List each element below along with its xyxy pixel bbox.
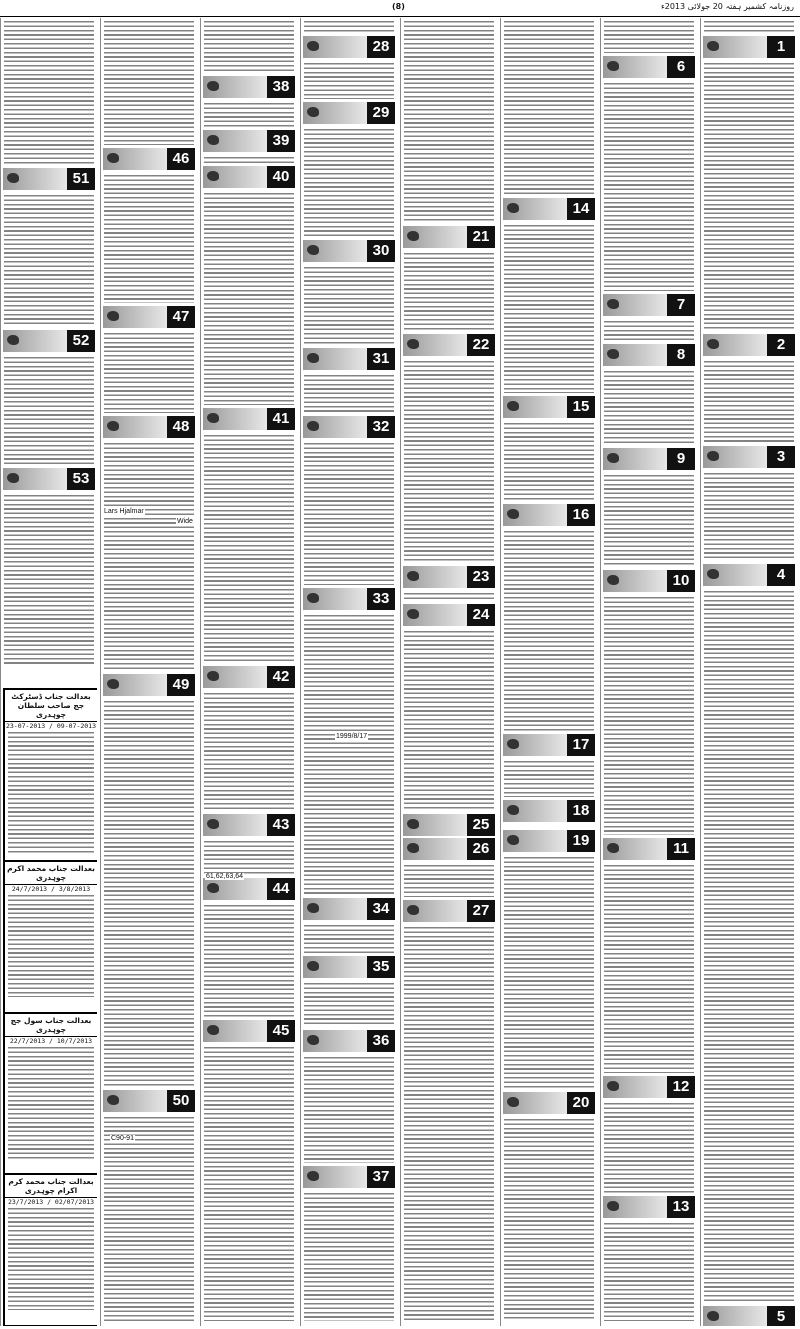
dove-icon	[7, 335, 19, 345]
dove-icon	[407, 843, 419, 853]
court-notice-title: بعدالت جناب ڈسٹرکٹ جج صاحب سلطان چوہدری	[5, 690, 97, 722]
article-text	[504, 21, 594, 195]
notice-header	[503, 830, 595, 852]
inline-latin-name: Lars Hjalmar	[104, 508, 144, 515]
article-text	[104, 333, 194, 413]
inline-latin-word: Wide	[177, 518, 193, 525]
dove-icon	[507, 1097, 519, 1107]
article-text	[704, 21, 794, 33]
article-text	[304, 63, 394, 99]
dove-icon	[707, 339, 719, 349]
article-text	[404, 361, 494, 563]
dove-icon	[607, 843, 619, 853]
notice-number: 30	[367, 240, 395, 262]
column-7	[100, 18, 197, 1326]
inline-numbers: 61,62,63,64	[206, 873, 243, 880]
dove-icon	[407, 905, 419, 915]
notice-header	[303, 36, 395, 58]
dove-icon	[307, 353, 319, 363]
court-notice-box	[3, 1012, 97, 1176]
court-notice-dates: 09-07-2013 / 23-07-2013	[5, 722, 97, 730]
article-text	[204, 905, 294, 1017]
inline-code: C90-91	[111, 1135, 134, 1142]
article-text	[204, 193, 294, 405]
dove-icon	[307, 41, 319, 51]
notice-number: 36	[367, 1030, 395, 1052]
dove-icon	[107, 421, 119, 431]
notice-number: 42	[267, 666, 295, 688]
article-text	[304, 925, 394, 953]
notice-number: 8	[667, 344, 695, 366]
notice-header	[703, 446, 795, 468]
notice-header	[3, 330, 95, 352]
article-text	[704, 361, 794, 443]
column-3	[500, 18, 597, 1326]
notice-header	[503, 800, 595, 822]
court-notice-text	[8, 1047, 94, 1159]
article-text	[204, 693, 294, 811]
dove-icon	[307, 245, 319, 255]
article-text	[204, 841, 294, 875]
dove-icon	[307, 421, 319, 431]
notice-header	[703, 1306, 795, 1326]
notice-number: 4	[767, 564, 795, 586]
notice-number: 35	[367, 956, 395, 978]
notice-number: 52	[67, 330, 95, 352]
dove-icon	[107, 679, 119, 689]
article-text	[4, 357, 94, 465]
column-5	[300, 18, 397, 1326]
article-text	[604, 1223, 694, 1321]
notice-header	[603, 56, 695, 78]
notice-header	[203, 814, 295, 836]
notice-header	[603, 1076, 695, 1098]
article-text	[304, 1193, 394, 1321]
court-notice-box	[3, 860, 97, 1014]
notice-header	[203, 166, 295, 188]
notice-header	[303, 348, 395, 370]
notice-number: 48	[167, 416, 195, 438]
notice-header	[103, 674, 195, 696]
court-notice-box	[3, 1173, 97, 1326]
notice-header	[303, 588, 395, 610]
notice-number: 47	[167, 306, 195, 328]
notice-header	[603, 1196, 695, 1218]
article-text	[404, 865, 494, 897]
masthead	[0, 0, 800, 17]
notice-number: 43	[267, 814, 295, 836]
dove-icon	[507, 835, 519, 845]
article-text	[4, 21, 94, 165]
notice-header	[503, 396, 595, 418]
dove-icon	[307, 1171, 319, 1181]
notice-header	[603, 448, 695, 470]
dove-icon	[607, 299, 619, 309]
court-notice-dates: 3/8/2013 / 24/7/2013	[11, 885, 91, 893]
article-text	[304, 129, 394, 237]
article-text	[4, 495, 94, 665]
notice-header	[603, 344, 695, 366]
dove-icon	[207, 413, 219, 423]
article-text	[504, 1119, 594, 1321]
dove-icon	[107, 153, 119, 163]
court-notice-title: بعدالت جناب محمد کرم اکرام چوہدری	[5, 1175, 97, 1198]
notice-number: 40	[267, 166, 295, 188]
court-notice-title: بعدالت جناب سول جج چوہدری	[5, 1014, 97, 1037]
article-text	[704, 591, 794, 1303]
notice-number: 51	[67, 168, 95, 190]
notice-number: 29	[367, 102, 395, 124]
dove-icon	[207, 883, 219, 893]
notice-header	[403, 838, 495, 860]
court-notice-text	[8, 1208, 94, 1310]
notice-number: 3	[767, 446, 795, 468]
notice-header	[103, 416, 195, 438]
dove-icon	[7, 473, 19, 483]
notice-header	[603, 838, 695, 860]
notice-header	[303, 898, 395, 920]
notice-header	[403, 604, 495, 626]
issue-date: روزنامہ کشمیر ہفتہ 20 جولائی 2013ء	[660, 2, 794, 11]
court-notice-dates: 10/7/2013 / 22/7/2013	[9, 1037, 93, 1045]
notice-header	[303, 416, 395, 438]
dove-icon	[607, 1201, 619, 1211]
notice-number: 38	[267, 76, 295, 98]
notice-number: 18	[567, 800, 595, 822]
inline-date: 1999/8/17	[336, 733, 368, 740]
notice-number: 33	[367, 588, 395, 610]
article-text	[104, 21, 194, 145]
dove-icon	[607, 349, 619, 359]
dove-icon	[307, 961, 319, 971]
notice-number: 17	[567, 734, 595, 756]
dove-icon	[407, 339, 419, 349]
column-4	[400, 18, 497, 1326]
dove-icon	[307, 1035, 319, 1045]
column-2	[600, 18, 697, 1326]
notice-number: 6	[667, 56, 695, 78]
column-1	[700, 18, 797, 1326]
notice-header	[603, 294, 695, 316]
notice-number: 22	[467, 334, 495, 356]
court-notice-title: بعدالت جناب محمد اکرم چوہدری	[5, 862, 97, 885]
notice-number: 53	[67, 468, 95, 490]
notice-header	[403, 334, 495, 356]
article-text	[304, 443, 394, 585]
dove-icon	[607, 575, 619, 585]
notice-header	[203, 666, 295, 688]
dove-icon	[207, 81, 219, 91]
court-notice-text	[8, 732, 94, 854]
article-text	[504, 857, 594, 1089]
dove-icon	[207, 135, 219, 145]
notice-number: 44	[267, 878, 295, 900]
notice-number: 5	[767, 1306, 795, 1326]
notice-header	[3, 468, 95, 490]
notice-number: 15	[567, 396, 595, 418]
article-text	[504, 531, 594, 731]
notice-header	[703, 334, 795, 356]
notice-header	[203, 1020, 295, 1042]
article-text	[504, 423, 594, 501]
notice-number: 11	[667, 838, 695, 860]
notice-header	[503, 734, 595, 756]
notice-header	[203, 408, 295, 430]
notice-number: 20	[567, 1092, 595, 1114]
notice-number: 7	[667, 294, 695, 316]
notice-number: 34	[367, 898, 395, 920]
column-6	[200, 18, 297, 1326]
notice-number: 27	[467, 900, 495, 922]
notice-number: 50	[167, 1090, 195, 1112]
notice-header	[403, 814, 495, 836]
dove-icon	[707, 569, 719, 579]
article-text	[604, 21, 694, 53]
dove-icon	[507, 739, 519, 749]
article-text	[604, 865, 694, 1073]
article-text	[104, 1117, 194, 1321]
dove-icon	[707, 1311, 719, 1321]
notice-header	[403, 226, 495, 248]
notice-number: 25	[467, 814, 495, 836]
dove-icon	[607, 453, 619, 463]
article-text	[304, 267, 394, 345]
notice-header	[403, 900, 495, 922]
article-text	[204, 21, 294, 73]
dove-icon	[107, 1095, 119, 1105]
court-notice-dates: 02/07/2013 / 23/7/2013	[7, 1198, 95, 1206]
article-text	[404, 253, 494, 331]
article-text	[204, 1047, 294, 1321]
notice-number: 37	[367, 1166, 395, 1188]
dove-icon	[307, 903, 319, 913]
notice-header	[503, 198, 595, 220]
article-text	[604, 83, 694, 291]
article-text	[104, 175, 194, 303]
notice-number: 41	[267, 408, 295, 430]
notice-header	[303, 956, 395, 978]
notice-header	[103, 1090, 195, 1112]
notice-number: 10	[667, 570, 695, 592]
notice-number: 32	[367, 416, 395, 438]
notice-header	[203, 878, 295, 900]
article-text	[204, 103, 294, 127]
notice-header	[303, 102, 395, 124]
article-text	[4, 195, 94, 327]
notice-header	[403, 566, 495, 588]
article-text	[204, 435, 294, 663]
notice-header	[203, 130, 295, 152]
notice-header	[303, 240, 395, 262]
notice-header	[303, 1166, 395, 1188]
notice-number: 13	[667, 1196, 695, 1218]
article-text	[704, 63, 794, 331]
notice-number: 23	[467, 566, 495, 588]
notice-number: 46	[167, 148, 195, 170]
article-text	[504, 761, 594, 797]
article-text	[604, 475, 694, 567]
notice-number: 28	[367, 36, 395, 58]
notice-number: 2	[767, 334, 795, 356]
notice-header	[603, 570, 695, 592]
dove-icon	[507, 401, 519, 411]
page-number: (8)	[392, 2, 405, 11]
notice-header	[703, 564, 795, 586]
dove-icon	[407, 609, 419, 619]
notice-number: 26	[467, 838, 495, 860]
dove-icon	[207, 819, 219, 829]
dove-icon	[207, 671, 219, 681]
notice-number: 9	[667, 448, 695, 470]
dove-icon	[507, 805, 519, 815]
notice-header	[503, 504, 595, 526]
notice-header	[103, 306, 195, 328]
article-text	[504, 225, 594, 393]
dove-icon	[207, 1025, 219, 1035]
dove-icon	[307, 107, 319, 117]
dove-icon	[407, 571, 419, 581]
article-text	[104, 443, 194, 671]
article-text	[204, 157, 294, 163]
notice-header	[103, 148, 195, 170]
dove-icon	[507, 509, 519, 519]
notice-number: 21	[467, 226, 495, 248]
dove-icon	[307, 593, 319, 603]
notice-header	[3, 168, 95, 190]
article-text	[404, 631, 494, 811]
dove-icon	[107, 311, 119, 321]
notice-number: 24	[467, 604, 495, 626]
article-text	[604, 371, 694, 445]
article-text	[304, 375, 394, 413]
notice-number: 1	[767, 36, 795, 58]
article-text	[304, 983, 394, 1027]
notice-number: 16	[567, 504, 595, 526]
dove-icon	[607, 61, 619, 71]
dove-icon	[7, 173, 19, 183]
notice-number: 39	[267, 130, 295, 152]
dove-icon	[407, 231, 419, 241]
article-text	[304, 21, 394, 33]
article-text	[604, 1103, 694, 1193]
article-text	[404, 593, 494, 601]
notice-header	[503, 1092, 595, 1114]
dove-icon	[707, 451, 719, 461]
article-text	[104, 701, 194, 1087]
court-notice-box	[3, 688, 97, 862]
notice-header	[703, 36, 795, 58]
dove-icon	[607, 1081, 619, 1091]
notice-header	[303, 1030, 395, 1052]
dove-icon	[507, 203, 519, 213]
notice-number: 49	[167, 674, 195, 696]
dove-icon	[707, 41, 719, 51]
article-text	[304, 615, 394, 895]
column-8	[0, 18, 97, 1326]
notice-header	[203, 76, 295, 98]
article-text	[704, 473, 794, 561]
article-text	[604, 597, 694, 835]
court-notice-text	[8, 895, 94, 997]
article-text	[404, 927, 494, 1321]
notice-number: 12	[667, 1076, 695, 1098]
article-text	[404, 21, 494, 223]
dove-icon	[407, 819, 419, 829]
notice-number: 31	[367, 348, 395, 370]
notice-number: 45	[267, 1020, 295, 1042]
article-text	[304, 1057, 394, 1163]
dove-icon	[207, 171, 219, 181]
notice-number: 19	[567, 830, 595, 852]
article-text	[604, 321, 694, 341]
notice-number: 14	[567, 198, 595, 220]
